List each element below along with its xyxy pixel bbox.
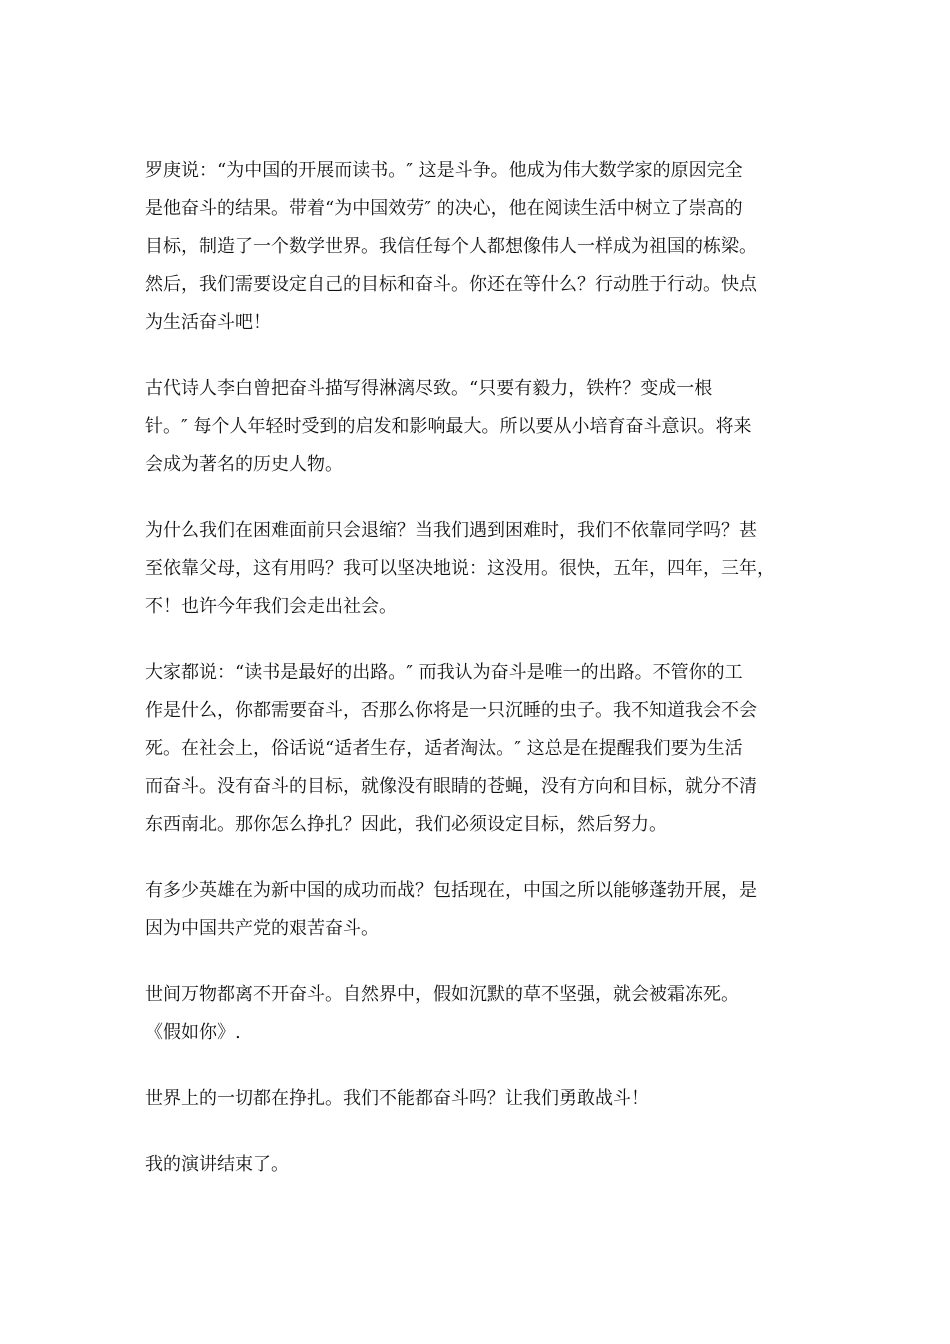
text-line: 《假如你》.	[145, 1022, 241, 1043]
paragraph-6	[145, 976, 810, 1052]
paragraph-2	[145, 370, 810, 484]
text-line: 为生活奋斗吧！	[145, 312, 271, 333]
text-line: 而奋斗。没有奋斗的目标，就像没有眼睛的苍蝇，没有方向和目标，就分不清	[145, 776, 757, 797]
text-line: 有多少英雄在为新中国的成功而战？包括现在，中国之所以能够蓬勃开展，是	[145, 880, 757, 901]
text-line: 针。″ 每个人年轻时受到的启发和影响最大。所以要从小培育奋斗意识。将来	[145, 416, 752, 437]
paragraph-3	[145, 512, 810, 626]
text-line: 东西南北。那你怎么挣扎？因此，我们必须设定目标，然后努力。	[145, 814, 667, 835]
text-line: 我的演讲结束了。	[145, 1154, 289, 1175]
text-line: 然后，我们需要设定自己的目标和奋斗。你还在等什么？行动胜于行动。快点	[145, 274, 757, 295]
text-line: 至依靠父母，这有用吗？我可以坚决地说：这没用。很快，五年，四年，三年，	[145, 558, 775, 579]
paragraph-7	[145, 1080, 810, 1118]
text-line: 世间万物都离不开奋斗。自然界中，假如沉默的草不坚强，就会被霜冻死。	[145, 984, 739, 1005]
text-line: 罗庚说：“为中国的开展而读书。″ 这是斗争。他成为伟大数学家的原因完全	[145, 160, 743, 181]
text-line: 死。在社会上，俗话说“适者生存，适者淘汰。″ 这总是在提醒我们要为生活	[145, 738, 743, 759]
text-line: 会成为著名的历史人物。	[145, 454, 343, 475]
document-body	[145, 152, 810, 1212]
paragraph-5	[145, 872, 810, 948]
paragraph-8	[145, 1146, 810, 1184]
text-line: 为什么我们在困难面前只会退缩？当我们遇到困难时，我们不依靠同学吗？甚	[145, 520, 757, 541]
paragraph-1	[145, 152, 810, 342]
text-line: 是他奋斗的结果。带着“为中国效劳″ 的决心，他在阅读生活中树立了崇高的	[145, 198, 743, 219]
text-line: 世界上的一切都在挣扎。我们不能都奋斗吗？让我们勇敢战斗！	[145, 1088, 649, 1109]
text-line: 因为中国共产党的艰苦奋斗。	[145, 918, 379, 939]
paragraph-4	[145, 654, 810, 844]
text-line: 古代诗人李白曾把奋斗描写得淋漓尽致。“只要有毅力，铁杵？变成一根	[145, 378, 713, 399]
text-line: 目标，制造了一个数学世界。我信任每个人都想像伟人一样成为祖国的栋梁。	[145, 236, 757, 257]
text-line: 大家都说：“读书是最好的出路。″ 而我认为奋斗是唯一的出路。不管你的工	[145, 662, 743, 683]
text-line: 不！也许今年我们会走出社会。	[145, 596, 397, 617]
text-line: 作是什么，你都需要奋斗，否那么你将是一只沉睡的虫子。我不知道我会不会	[145, 700, 757, 721]
